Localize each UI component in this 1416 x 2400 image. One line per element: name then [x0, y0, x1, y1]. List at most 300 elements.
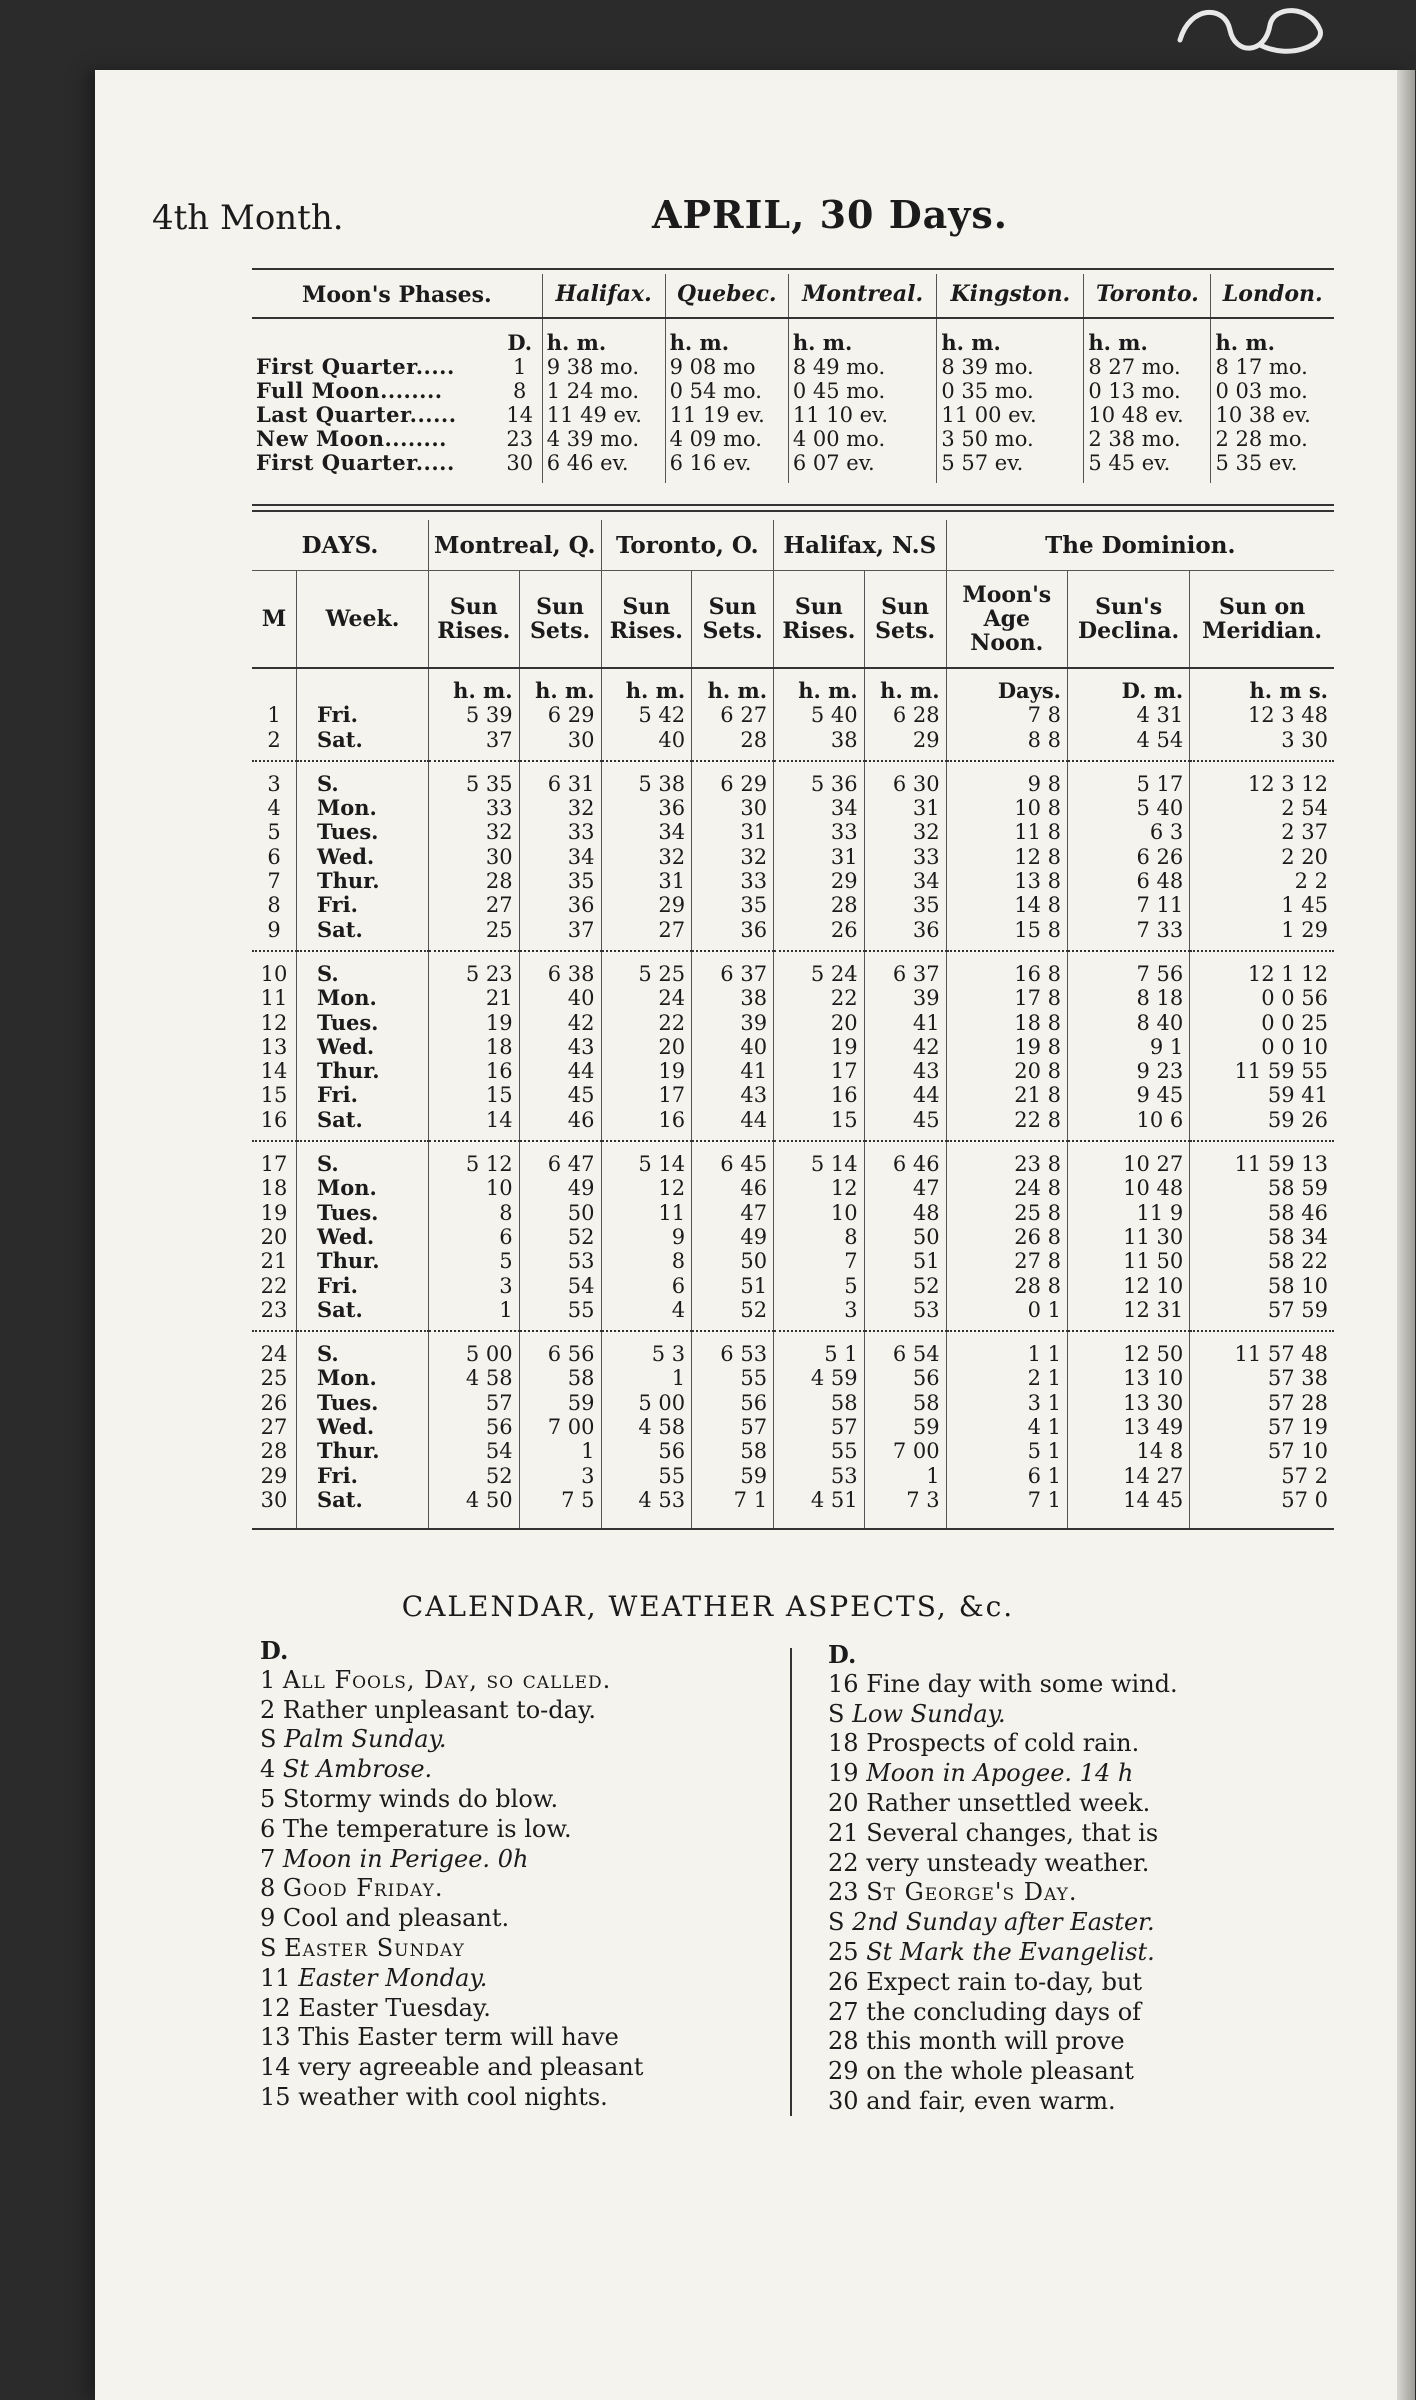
day-of-week: Tues. [297, 1391, 429, 1415]
day-row [252, 1176, 1334, 1200]
day-row [252, 1225, 1334, 1249]
entry-text: this month will prove [866, 2027, 1125, 2056]
moon-age: 5 1 [946, 1439, 1067, 1463]
entry-text: Low Sunday. [852, 1699, 1006, 1728]
col-declination: Sun's Declina. [1067, 571, 1189, 669]
day-row [252, 1439, 1334, 1463]
entry-text: Good Friday. [282, 1874, 444, 1903]
day-of-week: Wed. [297, 1035, 429, 1059]
entry-day: 11 [260, 1963, 291, 1992]
column-divider [790, 1648, 792, 2116]
day-of-month: 21 [260, 1249, 288, 1274]
day-of-week: Mon. [297, 796, 429, 820]
unit-label: h. m. [601, 668, 692, 703]
sun-meridian: 57 2 [1190, 1464, 1334, 1488]
day-row [252, 820, 1334, 844]
phases-title: Moon's Phases. [252, 274, 542, 318]
sun-rises: 19 [774, 1035, 865, 1059]
calendar-entry [260, 1845, 643, 1875]
col-sets: Sun Sets. [519, 571, 601, 669]
unit-hm: h. m. [1084, 318, 1211, 355]
sun-sets: 44 [864, 1083, 946, 1107]
sun-sets: 52 [519, 1225, 601, 1249]
phase-day: 1 [513, 355, 527, 379]
sun-declination: 13 30 [1067, 1391, 1189, 1415]
sun-sets: 46 [519, 1108, 601, 1141]
entry-day: 2 [260, 1695, 276, 1724]
day-row [252, 728, 1334, 761]
day-of-month: 6 [267, 844, 281, 869]
sun-rises: 29 [601, 893, 692, 917]
sun-sets: 6 28 [864, 703, 946, 727]
entry-day: S [260, 1933, 277, 1962]
sun-rises: 30 [429, 845, 520, 869]
day-row [252, 1274, 1334, 1298]
day-of-month: 22 [260, 1273, 288, 1298]
phase-time: 6 07 ev. [788, 451, 937, 483]
day-of-week: Tues. [297, 1201, 429, 1225]
moon-age: 9 8 [946, 761, 1067, 796]
sun-declination: 7 33 [1067, 918, 1189, 951]
entry-day: 25 [828, 1937, 859, 1966]
phase-row [252, 403, 1334, 427]
phase-time: 4 09 mo. [665, 427, 788, 451]
sun-sets: 46 [692, 1176, 774, 1200]
sun-sets: 6 30 [864, 761, 946, 796]
phase-time: 9 08 mo [665, 355, 788, 379]
moon-age: 21 8 [946, 1083, 1067, 1107]
day-of-week: Thur. [297, 1439, 429, 1463]
sun-rises: 56 [601, 1439, 692, 1463]
sun-sets: 53 [519, 1249, 601, 1273]
day-of-week: S. [297, 1331, 429, 1366]
day-of-week: Tues. [297, 1011, 429, 1035]
sun-rises: 17 [774, 1059, 865, 1083]
day-of-week: Sat. [297, 918, 429, 951]
sun-sets: 54 [519, 1274, 601, 1298]
day-of-week: Sat. [297, 1298, 429, 1331]
phase-time: 0 13 mo. [1084, 379, 1211, 403]
phase-time: 4 00 mo. [788, 427, 937, 451]
sun-rises: 56 [429, 1415, 520, 1439]
day-of-week: S. [297, 1141, 429, 1176]
calendar-entry [260, 1666, 643, 1696]
day-of-week: S. [297, 761, 429, 796]
phase-time: 11 19 ev. [665, 403, 788, 427]
day-of-month: 2 [267, 727, 281, 752]
sun-rises: 7 [774, 1249, 865, 1273]
unit-hm: h. m. [788, 318, 937, 355]
sun-rises: 32 [601, 845, 692, 869]
sun-sets: 44 [692, 1108, 774, 1141]
entry-day: S [260, 1725, 277, 1754]
calendar-entry [828, 1819, 1178, 1849]
sun-declination: 6 26 [1067, 845, 1189, 869]
calendar-entry [828, 2057, 1178, 2087]
sun-meridian: 1 45 [1190, 893, 1334, 917]
sun-meridian: 58 46 [1190, 1201, 1334, 1225]
entry-text: very agreeable and pleasant [298, 2053, 644, 2082]
phase-time: 6 46 ev. [542, 451, 665, 483]
sun-meridian: 1 29 [1190, 918, 1334, 951]
sun-rises: 5 42 [601, 703, 692, 727]
entry-text: St George's Day. [866, 1878, 1078, 1907]
day-row [252, 1415, 1334, 1439]
units-spacer [252, 318, 498, 355]
sun-meridian: 0 0 25 [1190, 1011, 1334, 1035]
entry-text: Easter Monday. [298, 1963, 488, 1992]
sun-sets: 31 [692, 820, 774, 844]
calendar-entry [260, 1994, 643, 2024]
column-head: D. [828, 1640, 857, 1669]
sun-meridian: 59 41 [1190, 1083, 1334, 1107]
phase-time: 9 38 mo. [542, 355, 665, 379]
phase-name: First Quarter..... [256, 450, 455, 475]
sun-sets: 6 37 [692, 951, 774, 986]
unit-hm: h. m. [542, 318, 665, 355]
moon-age: 15 8 [946, 918, 1067, 951]
day-row [252, 1366, 1334, 1390]
sun-meridian: 2 2 [1190, 869, 1334, 893]
sun-sets: 49 [692, 1225, 774, 1249]
phase-time: 11 00 ev. [937, 403, 1084, 427]
phase-time: 11 10 ev. [788, 403, 937, 427]
entry-day: 28 [828, 2027, 859, 2056]
sun-declination: 6 48 [1067, 869, 1189, 893]
units-spacer [297, 668, 429, 703]
moon-age: 13 8 [946, 869, 1067, 893]
sun-sets: 35 [519, 869, 601, 893]
phase-time: 3 50 mo. [937, 427, 1084, 451]
sun-declination: 8 18 [1067, 986, 1189, 1010]
phase-time: 0 45 mo. [788, 379, 937, 403]
sun-sets: 6 46 [864, 1141, 946, 1176]
phase-name: First Quarter..... [256, 354, 455, 379]
calendar-entry [828, 1998, 1178, 2028]
calendar-entry [828, 1849, 1178, 1879]
moon-age: 16 8 [946, 951, 1067, 986]
day-row [252, 1108, 1334, 1141]
entry-text: very unsteady weather. [866, 1848, 1150, 1877]
calendar-entry [260, 2053, 643, 2083]
calendar-entry [260, 1934, 643, 1964]
sun-sets: 34 [519, 845, 601, 869]
sun-sets: 33 [519, 820, 601, 844]
city-header: Kingston. [937, 274, 1084, 318]
calendar-entry [260, 2023, 643, 2053]
calendar-entry [260, 1964, 643, 1994]
unit-label: h. m s. [1190, 668, 1334, 703]
entry-day: 30 [828, 2086, 859, 2115]
calendar-entry [828, 1670, 1178, 1700]
calendar-entry [828, 1878, 1178, 1908]
entry-text: Cool and pleasant. [282, 1904, 510, 1933]
sun-declination: 12 31 [1067, 1298, 1189, 1331]
sun-sets: 55 [519, 1298, 601, 1331]
sun-sets: 57 [692, 1415, 774, 1439]
moon-age: 17 8 [946, 986, 1067, 1010]
moon-age: 4 1 [946, 1415, 1067, 1439]
phase-time: 8 27 mo. [1084, 355, 1211, 379]
sun-meridian: 57 10 [1190, 1439, 1334, 1463]
phase-time: 2 28 mo. [1211, 427, 1334, 451]
calendar-entry [828, 1729, 1178, 1759]
sun-sets: 41 [864, 1011, 946, 1035]
day-of-week: Mon. [297, 1366, 429, 1390]
city-header: Quebec. [665, 274, 788, 318]
sun-sets: 6 38 [519, 951, 601, 986]
sun-sets: 58 [864, 1391, 946, 1415]
day-of-month: 27 [260, 1415, 288, 1440]
day-of-month: 24 [252, 1331, 297, 1366]
sun-rises: 20 [601, 1035, 692, 1059]
sun-rises: 5 36 [774, 761, 865, 796]
sun-rises: 28 [774, 893, 865, 917]
entry-text: Several changes, that is [866, 1818, 1159, 1847]
day-of-month: 10 [252, 951, 297, 986]
calendar-entry [260, 1874, 643, 1904]
sun-rises: 33 [774, 820, 865, 844]
sun-rises: 5 1 [774, 1331, 865, 1366]
day-of-month: 19 [260, 1200, 288, 1225]
day-row [252, 761, 1334, 796]
day-of-month: 4 [267, 796, 281, 821]
sun-rises: 27 [429, 893, 520, 917]
unit-label: h. m. [774, 668, 865, 703]
sun-rises: 16 [429, 1059, 520, 1083]
sun-rises: 55 [774, 1439, 865, 1463]
sun-rises: 18 [429, 1035, 520, 1059]
moon-phases-table [252, 274, 1334, 483]
sun-sets: 41 [692, 1059, 774, 1083]
sun-sets: 44 [519, 1059, 601, 1083]
sun-rises: 33 [429, 796, 520, 820]
entry-day: S [828, 1699, 845, 1728]
moon-age: 8 8 [946, 728, 1067, 761]
sun-rises: 16 [774, 1083, 865, 1107]
sun-rises: 4 50 [429, 1488, 520, 1529]
sun-rises: 32 [429, 820, 520, 844]
sun-sets: 42 [519, 1011, 601, 1035]
sun-sets: 37 [519, 918, 601, 951]
sun-sets: 6 37 [864, 951, 946, 986]
day-of-week: Wed. [297, 845, 429, 869]
day-of-month: 17 [252, 1141, 297, 1176]
sun-meridian: 57 28 [1190, 1391, 1334, 1415]
phase-time: 0 35 mo. [937, 379, 1084, 403]
day-row [252, 1059, 1334, 1083]
phase-row [252, 379, 1334, 403]
entry-day: 8 [260, 1874, 276, 1903]
sun-rises: 3 [774, 1298, 865, 1331]
sun-sets: 34 [864, 869, 946, 893]
day-row [252, 869, 1334, 893]
day-of-month: 9 [267, 917, 281, 942]
sun-rises: 6 [429, 1225, 520, 1249]
sun-meridian: 57 19 [1190, 1415, 1334, 1439]
sun-sets: 6 54 [864, 1331, 946, 1366]
sun-rises: 5 3 [601, 1331, 692, 1366]
sun-declination: 13 49 [1067, 1415, 1189, 1439]
sun-rises: 12 [774, 1176, 865, 1200]
phase-time: 5 45 ev. [1084, 451, 1211, 483]
unit-hm: h. m. [1211, 318, 1334, 355]
sun-declination: 11 30 [1067, 1225, 1189, 1249]
day-of-week: Wed. [297, 1415, 429, 1439]
day-row [252, 1083, 1334, 1107]
sun-sets: 48 [864, 1201, 946, 1225]
sun-rises: 3 [429, 1274, 520, 1298]
sun-meridian: 58 34 [1190, 1225, 1334, 1249]
moon-age: 26 8 [946, 1225, 1067, 1249]
entry-text: weather with cool nights. [298, 2082, 608, 2111]
sun-declination: 4 54 [1067, 728, 1189, 761]
sun-rises: 5 [774, 1274, 865, 1298]
day-of-month: 28 [260, 1439, 288, 1464]
sun-sets: 59 [519, 1391, 601, 1415]
day-of-week: Sat. [297, 1108, 429, 1141]
sun-rises: 4 53 [601, 1488, 692, 1529]
day-of-week: Tues. [297, 820, 429, 844]
sun-sets: 52 [692, 1298, 774, 1331]
entry-day: 13 [260, 2023, 291, 2052]
entry-day: 14 [260, 2053, 291, 2082]
calendar-left-column [260, 1636, 643, 2113]
entry-text: and fair, even warm. [866, 2086, 1116, 2115]
day-of-week: Fri. [297, 703, 429, 727]
phase-row [252, 451, 1334, 483]
unit-hm: h. m. [665, 318, 788, 355]
entry-day: 15 [260, 2082, 291, 2111]
sun-rises: 19 [601, 1059, 692, 1083]
ink-scribble [1170, 0, 1330, 70]
sun-sets: 38 [692, 986, 774, 1010]
sun-rises: 5 40 [774, 703, 865, 727]
sun-sets: 28 [692, 728, 774, 761]
entry-text: Rather unsettled week. [866, 1788, 1151, 1817]
day-of-month: 26 [260, 1390, 288, 1415]
sun-meridian: 58 10 [1190, 1274, 1334, 1298]
units-spacer [252, 668, 297, 703]
calendar-entry [260, 1904, 643, 1934]
entry-text: All Fools, Day, so called. [282, 1665, 612, 1694]
phase-time: 10 38 ev. [1211, 403, 1334, 427]
calendar-right-column [828, 1640, 1178, 2117]
sun-declination: 9 1 [1067, 1035, 1189, 1059]
day-row [252, 1488, 1334, 1529]
sun-rises: 53 [774, 1464, 865, 1488]
sun-sets: 6 29 [519, 703, 601, 727]
group-days: DAYS. [252, 520, 429, 571]
sun-rises: 28 [429, 869, 520, 893]
day-of-month: 8 [267, 893, 281, 918]
sun-meridian: 3 30 [1190, 728, 1334, 761]
city-header: Toronto. [1084, 274, 1211, 318]
day-of-month: 23 [260, 1297, 288, 1322]
unit-label: Days. [946, 668, 1067, 703]
sun-meridian: 0 0 56 [1190, 986, 1334, 1010]
sun-declination: 7 11 [1067, 893, 1189, 917]
day-of-week: Thur. [297, 869, 429, 893]
sun-sets: 45 [519, 1083, 601, 1107]
day-of-month: 18 [260, 1176, 288, 1201]
col-sets: Sun Sets. [864, 571, 946, 669]
sun-sets: 51 [692, 1274, 774, 1298]
day-row [252, 1464, 1334, 1488]
sun-rises: 26 [774, 918, 865, 951]
entry-day: 16 [828, 1669, 859, 1698]
phase-row [252, 355, 1334, 379]
day-of-week: Thur. [297, 1059, 429, 1083]
day-of-month: 1 [267, 703, 281, 728]
sun-declination: 5 17 [1067, 761, 1189, 796]
entry-day: 22 [828, 1848, 859, 1877]
group-dominion: The Dominion. [946, 520, 1334, 571]
entry-text: Palm Sunday. [284, 1725, 447, 1754]
phase-time: 8 17 mo. [1211, 355, 1334, 379]
sun-rises: 5 39 [429, 703, 520, 727]
column-head: D. [260, 1636, 289, 1665]
sun-sets: 7 5 [519, 1488, 601, 1529]
sun-declination: 7 56 [1067, 951, 1189, 986]
day-of-month: 16 [260, 1107, 288, 1132]
entry-day: S [828, 1908, 845, 1937]
sun-rises: 5 23 [429, 951, 520, 986]
day-row [252, 918, 1334, 951]
sun-rises: 31 [601, 869, 692, 893]
sun-sets: 58 [692, 1439, 774, 1463]
phase-time: 2 38 mo. [1084, 427, 1211, 451]
phase-time: 4 39 mo. [542, 427, 665, 451]
sun-rises: 4 51 [774, 1488, 865, 1529]
sun-rises: 29 [774, 869, 865, 893]
sun-rises: 15 [429, 1083, 520, 1107]
entry-text: Easter Sunday [284, 1933, 465, 1962]
units-row [252, 668, 1334, 703]
group-halifax: Halifax, N.S [774, 520, 947, 571]
entry-text: on the whole pleasant [866, 2057, 1134, 2086]
moon-age: 10 8 [946, 796, 1067, 820]
sun-rises: 36 [601, 796, 692, 820]
day-row [252, 1011, 1334, 1035]
phase-time: 0 03 mo. [1211, 379, 1334, 403]
sun-rises: 5 12 [429, 1141, 520, 1176]
entry-day: 5 [260, 1784, 276, 1813]
sun-meridian: 12 3 48 [1190, 703, 1334, 727]
sun-sets: 1 [864, 1464, 946, 1488]
col-rises: Sun Rises. [601, 571, 692, 669]
sun-sets: 29 [864, 728, 946, 761]
sun-sets: 6 31 [519, 761, 601, 796]
sun-rises: 24 [601, 986, 692, 1010]
sun-sets: 47 [692, 1201, 774, 1225]
sun-sets: 50 [864, 1225, 946, 1249]
sun-body [252, 668, 1334, 1529]
sun-sets: 6 47 [519, 1141, 601, 1176]
phase-time: 11 49 ev. [542, 403, 665, 427]
sun-sets: 40 [519, 986, 601, 1010]
entry-text: Moon in Apogee. 14 h [866, 1759, 1134, 1788]
entry-text: Prospects of cold rain. [866, 1729, 1140, 1758]
phase-name: Last Quarter...... [256, 402, 457, 427]
col-moon-age: Moon's Age Noon. [946, 571, 1067, 669]
moon-age: 1 1 [946, 1331, 1067, 1366]
entry-day: 18 [828, 1729, 859, 1758]
sun-rises: 58 [774, 1391, 865, 1415]
day-of-month: 11 [260, 986, 288, 1011]
sun-sets: 51 [864, 1249, 946, 1273]
day-row [252, 1201, 1334, 1225]
